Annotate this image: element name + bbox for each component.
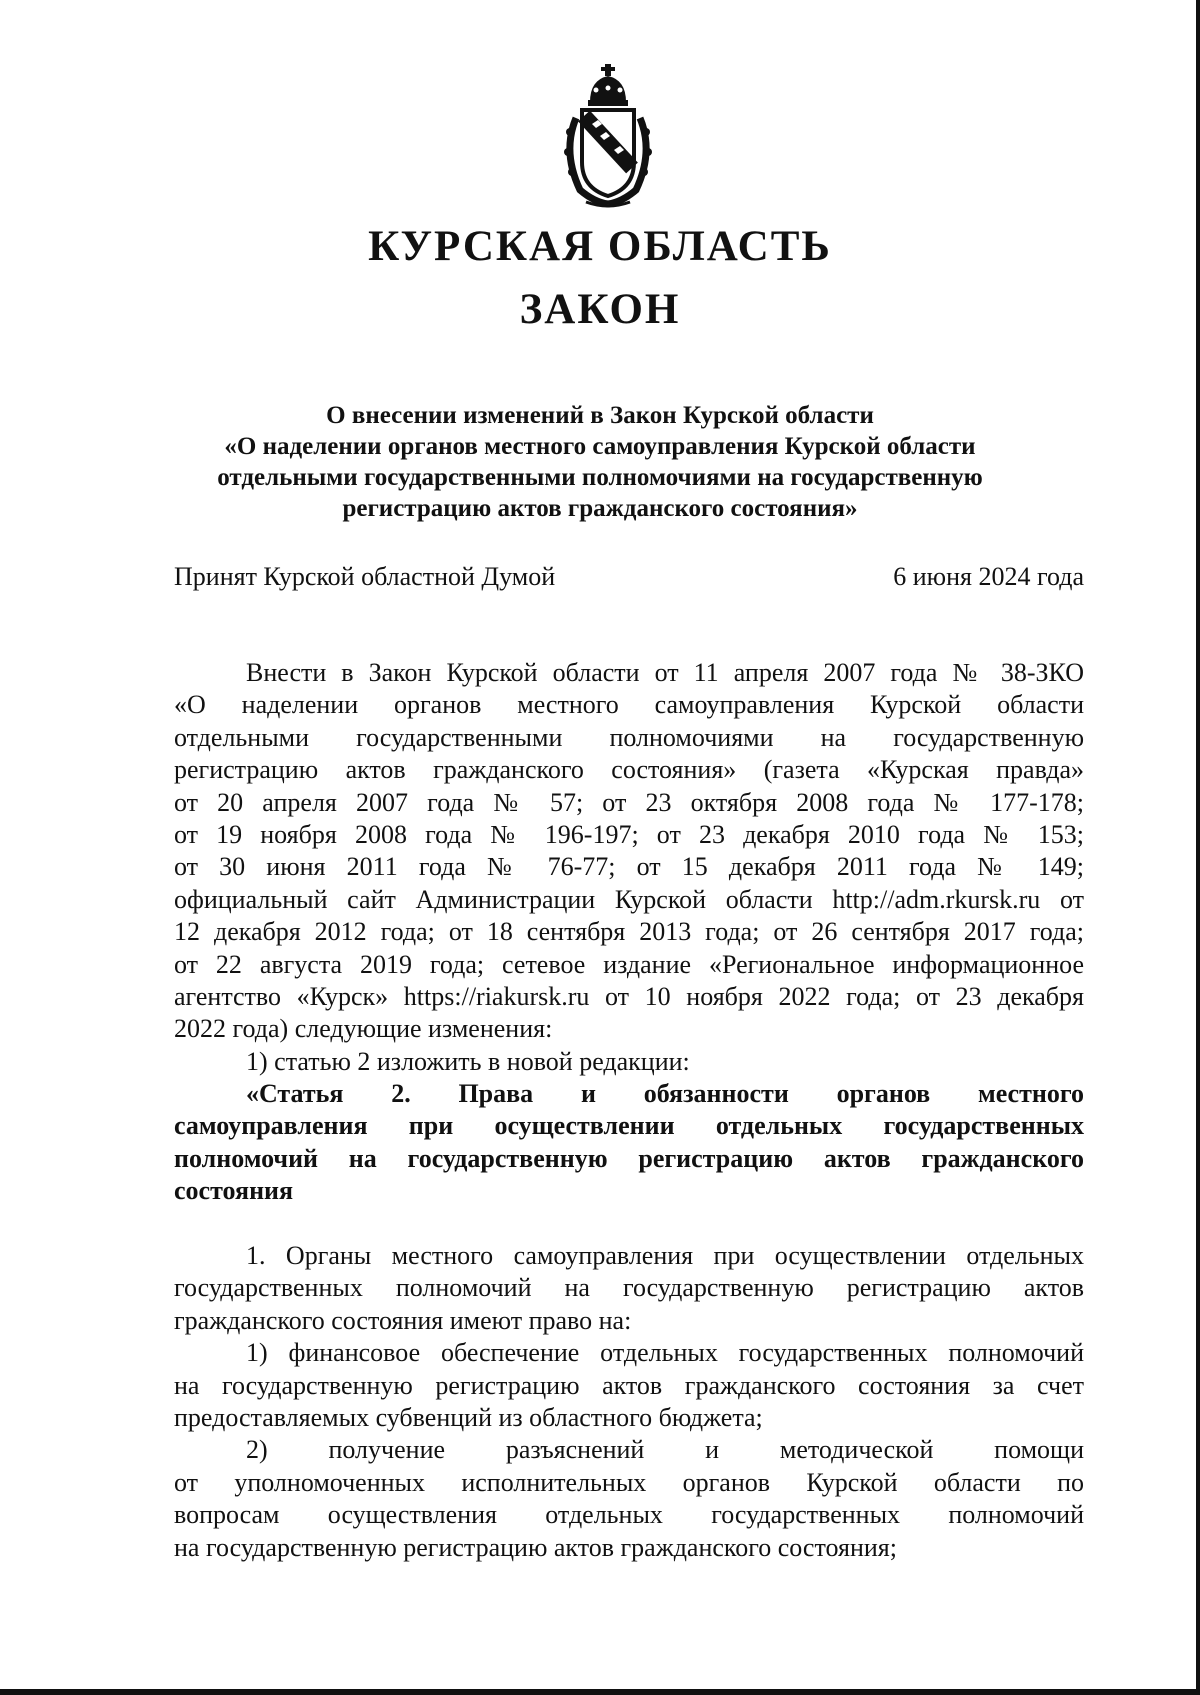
body-line: на государственную регистрацию актов гражданского состояния за счет — [174, 1370, 1084, 1400]
body-line: 12 декабря 2012 года; от 18 сентября 2013 года; от 26 сентября 2017 года; — [174, 917, 1084, 947]
body-line: 1) статью 2 изложить в новой редакции: — [246, 1046, 690, 1076]
law-body — [174, 657, 1084, 1564]
law-title-line: «О наделении органов местного самоуправления Курской области — [224, 433, 976, 460]
body-line: государственных полномочий на государственную регистрацию актов — [174, 1273, 1084, 1303]
document-type-title: ЗАКОН — [519, 286, 681, 333]
body-line: от 20 апреля 2007 года № 57; от 23 октября 2008 года № 177-178; — [174, 787, 1084, 817]
adopted-by: Принят Курской областной Думой — [174, 562, 556, 591]
law-title-line: О внесении изменений в Закон Курской области — [326, 402, 874, 429]
body-line: от 19 ноября 2008 года № 196-197; от 23 декабря 2010 года № 153; — [174, 819, 1084, 849]
body-line: агентство «Курск» https://riakursk.ru от 10 ноября 2022 года; от 23 декабря — [174, 981, 1084, 1011]
coat-of-arms-emblem — [560, 62, 656, 210]
body-line: 1. Органы местного самоуправления при осуществлении отдельных — [246, 1241, 1084, 1271]
body-line: 1) финансовое обеспечение отдельных государственных полномочий — [246, 1338, 1084, 1368]
body-line: 2) получение разъяснений и методической помощи — [246, 1435, 1084, 1465]
body-line: вопросам осуществления отдельных государственных полномочий — [174, 1500, 1084, 1530]
scan-edge-bottom — [0, 1689, 1200, 1695]
paragraph-gap — [174, 1208, 1084, 1240]
adoption-date: 6 июня 2024 года — [893, 562, 1084, 591]
body-line: от 22 августа 2019 года; сетевое издание «Региональное информационное — [174, 949, 1084, 979]
article-heading-line: состояния — [174, 1176, 294, 1206]
body-line: от уполномоченных исполнительных органов Курской области по — [174, 1467, 1084, 1497]
body-line: 2022 года) следующие изменения: — [174, 1014, 553, 1044]
body-line: гражданского состояния имеют право на: — [174, 1305, 632, 1335]
body-line: на государственную регистрацию актов гражданского состояния; — [174, 1532, 897, 1562]
body-line: регистрацию актов гражданского состояния» (газета «Курская правда» — [174, 755, 1084, 785]
law-title — [160, 400, 1040, 524]
body-line: от 30 июня 2011 года № 76-77; от 15 декабря 2011 года № 149; — [174, 852, 1084, 882]
body-line: отдельными государственными полномочиями на государственную — [174, 722, 1084, 752]
article-heading-line: «Статья 2. Права и обязанности органов местного — [246, 1079, 1084, 1109]
law-title-line: отдельными государственными полномочиями на государственную — [217, 464, 983, 491]
body-line: предоставляемых субвенций из областного бюджета; — [174, 1402, 763, 1432]
article-heading-line: полномочий на государственную регистрацию актов гражданского — [174, 1143, 1084, 1173]
law-title-line: регистрацию актов гражданского состояния» — [342, 495, 858, 522]
body-line: «О наделении органов местного самоуправления Курской области — [174, 690, 1084, 720]
body-line: Внести в Закон Курской области от 11 апреля 2007 года № 38-ЗКО — [246, 658, 1084, 687]
body-line: официальный сайт Администрации Курской области http://adm.rkursk.ru от — [174, 884, 1084, 914]
region-title: КУРСКАЯ ОБЛАСТЬ — [368, 223, 832, 270]
article-heading-line: самоуправления при осуществлении отдельных государственных — [174, 1111, 1084, 1141]
